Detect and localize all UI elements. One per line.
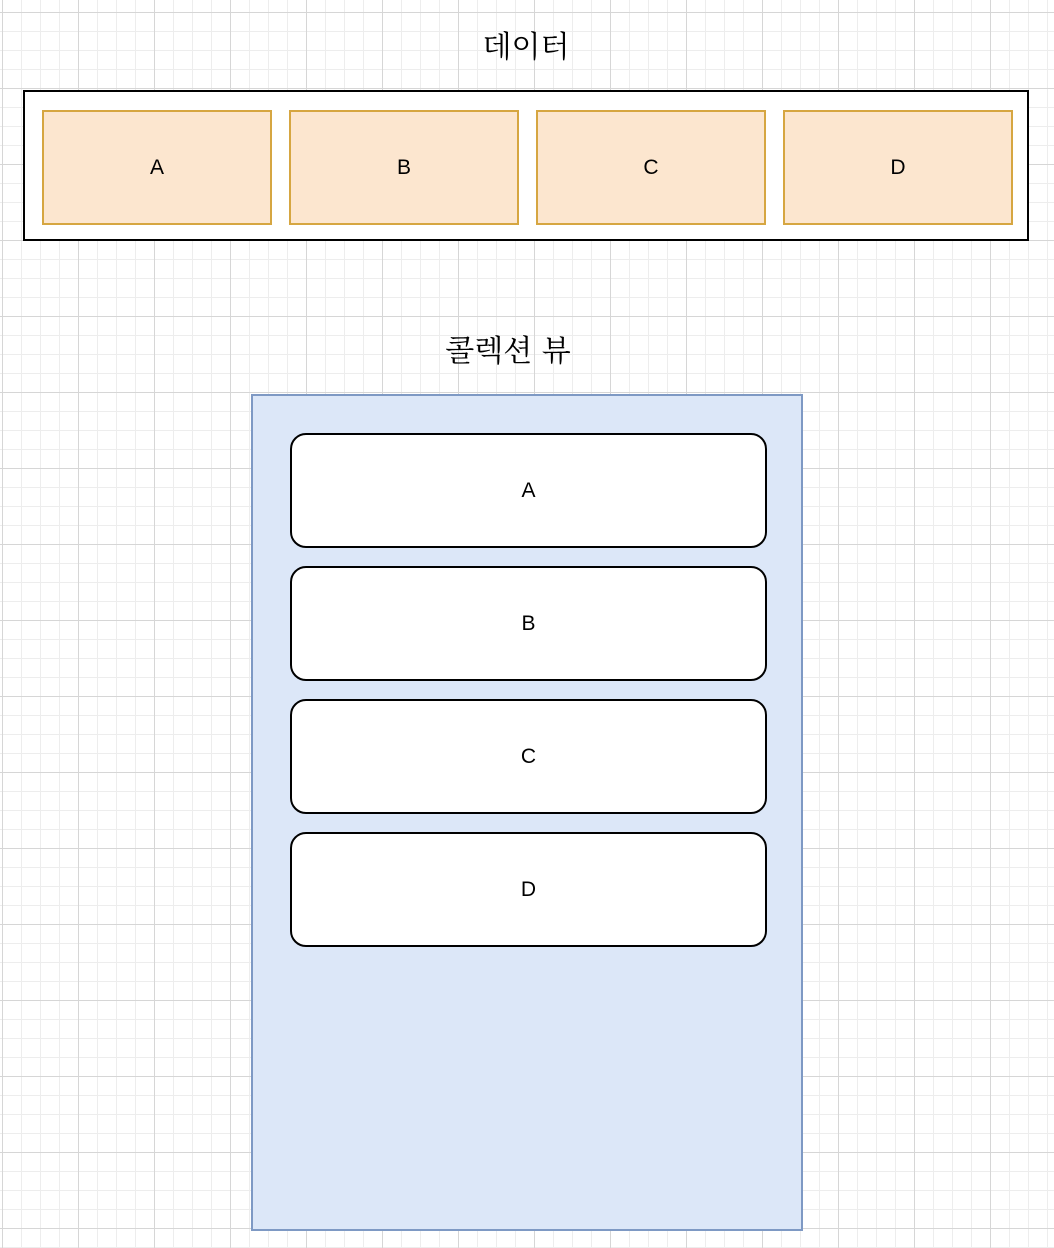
data-item-d: D xyxy=(783,110,1013,225)
data-item-c: C xyxy=(536,110,766,225)
collection-view-cell-d: D xyxy=(290,832,767,947)
collection-view-cell-b: B xyxy=(290,566,767,681)
collection-view-cell-a: A xyxy=(290,433,767,548)
data-item-b: B xyxy=(289,110,519,225)
data-array-container xyxy=(23,90,1029,241)
data-section-title: 데이터 xyxy=(482,30,570,65)
data-item-a: A xyxy=(42,110,272,225)
collection-view-cell-c: C xyxy=(290,699,767,814)
collection-view-container xyxy=(251,394,803,1231)
collection-view-title: 콜렉션 뷰 xyxy=(445,334,571,369)
